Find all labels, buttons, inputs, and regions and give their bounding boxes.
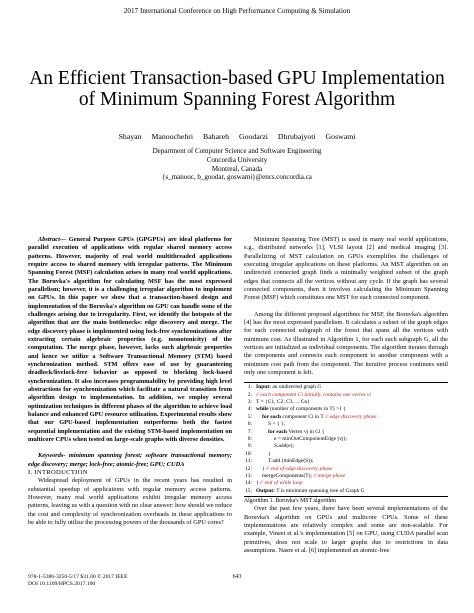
algorithm-line-code	[256, 488, 365, 495]
algorithm-line	[244, 414, 448, 421]
title-line-2: of Minimum Spanning Forest Algorithm	[78, 89, 396, 110]
algorithm-comment: // end of while loop	[258, 480, 303, 487]
right-paragraph-3: Over the past few years, there have been several implementations of the Boruvka's algorithm on GPUs and multicore CPUs. Some of these implementations are relatively complex and some are non-scalable. For example, Vineet et al.'s implementation [5] on GPU, using CUDA parallel scan primitives, does not scale to larger graphs due to restrictions in data assumptions. Nasre et al. [6] implemented an atomic-free	[244, 505, 448, 555]
algorithm-statement: component Ci in T	[281, 413, 324, 420]
affiliation-university: Concordia University	[206, 155, 268, 164]
algorithm-line	[244, 384, 448, 391]
algorithm-line-number: 10:	[244, 450, 252, 457]
intro-paragraph: Widespread deployment of GPUs in the recent years has resulted in substantial speedup of applications with regular memory access patterns. However, many real world applications exhibit irregular memory access patterns, leaving us with a question with no clear answer: how should we reduce the cost and complexity of synchronization overheads in these applications to be able to fully utilize the processing powers of the thousands of GPU cores?	[28, 477, 233, 526]
algorithm-keyword: Output:	[256, 487, 275, 494]
keywords-text: minimum spanning forest; software transactional memory; edge discovery; merge; lock-free; atomic-free; GPU; CUDA	[28, 452, 232, 468]
algorithm-line-code	[262, 466, 332, 473]
algorithm-line-number: 4:	[247, 406, 252, 413]
algorithm-line-number: 3:	[247, 399, 252, 406]
algorithm-statement: T is minimum spanning tree of Graph G	[274, 487, 365, 494]
abstract: Abstract— General Purpose GPUs (GPGPUs) are ideal platforms for parallel execution of applications with regular shared memory access patterns. However, majority of real world multithreaded applications require access to shared memory with irregular patterns. The Minimum Spanning Forest (MSF) calculation arises in many real world applications. The Boruvka's algorithm for calculating MSF has the most expressed parallelism; however, it is a challenging irregular algorithm to implement on GPUs. In this paper we show that a transaction-based design and implementation of the Boruvka's algorithm on GPU can handle some of the challenges arising due to irregularity. First, we identify the hotspots of the algorithm that are the main bottlenecks: edge discovery and merge. The edge discovery phase is implemented using lock-free synchronizations after extracting certain algebraic properties (e.g. monotonicity) of the computation. The merge phase, however, lacks such algebraic properties and hence we utilize a Software Transactional Memory (STM) based synchronization method. STM offers ease of use by guaranteeing deadlock/livelock-free behavior as opposed to blocking lock-based synchronization. It also increases programmability by providing high level abstractions for synchronization which facilitate a natural transition from algorithm design to implementation. In addition, we employ several optimization techniques in different phases of the algorithm to achieve load balance and enhanced GPU resource utilization. Experimental results show that our GPU-based implementation outperforms both the fastest sequential implementation and the existing STM-based implementation on multicore CPUs when tested on large-scale graphs with diverse densities.	[28, 236, 232, 443]
algorithm-line	[244, 421, 448, 428]
algorithm-line-code	[268, 429, 325, 436]
author-3: Dhrubajyoti Goswami	[277, 132, 356, 141]
algorithm-line-number: 14:	[244, 480, 252, 487]
algorithm-line	[244, 443, 448, 450]
algorithm-statement: (number of components in T) >1 {	[268, 406, 346, 413]
algorithm-line	[244, 392, 448, 399]
right-column	[244, 236, 448, 555]
algorithm-line-code	[268, 458, 313, 465]
algorithm-line-number: 9:	[247, 443, 252, 450]
algorithm-keyword: for each	[268, 428, 287, 435]
algorithm-line	[244, 429, 448, 436]
algorithm-line	[244, 406, 448, 413]
algorithm-comment: // edge discovery phase	[323, 413, 377, 420]
algorithm-line-number: 13:	[244, 472, 252, 479]
algorithm-keyword: while	[256, 406, 269, 413]
algorithm-comment: // each component Ci initially contains one vertex vi	[256, 391, 371, 398]
algorithm-line	[244, 458, 448, 465]
keywords-label: Keywords-	[38, 452, 66, 460]
footer-doi: DOI 10.1109/HPCS.2017.100	[28, 581, 96, 587]
algorithm-comment: // end of edge discovery phase	[264, 465, 333, 472]
algorithm-line-number: 5:	[247, 413, 252, 420]
algorithm-keyword: Input:	[256, 384, 271, 391]
algorithm-statement: e = minOutComponentEdge (vj);	[274, 435, 347, 442]
algorithm-line-number: 7:	[247, 428, 252, 435]
affiliation-email[interactable]: {s_manooc, b_goodar, goswami}@encs.concordia.ca	[162, 173, 312, 182]
algorithm-box	[244, 382, 448, 497]
algorithm-statement: mergeComponents(T);	[262, 472, 312, 479]
algorithm-line-number: 11:	[245, 458, 252, 465]
author-2: Bahareh Goodarzi	[203, 132, 268, 141]
right-paragraph-2: Among the different proposed algorithms for MSF, the Boruvka's algorithm [4] has the most expressed parallelism. It calculates a subset of the graph edges for each connected subgraph of the forest that spans all the vertices with minimum cost. As illustrated in Algorithm 1, for each such subgraph G, all the vertices are initialized as individual components. The algorithm iterates through the components and connects each component to another component with a minimum cost path from the component. The iterative process continues until only one component is left.	[244, 310, 448, 376]
author-list	[0, 132, 474, 142]
algorithm-line-number: 15:	[244, 487, 252, 494]
author-1: Shayan Manoochehri	[118, 132, 194, 141]
algorithm-line	[244, 480, 448, 487]
algorithm-line-number: 2:	[247, 391, 252, 398]
algorithm-line-number: 1:	[247, 384, 252, 391]
algorithm-keyword: for each	[262, 413, 281, 420]
algorithm-statement: }	[262, 465, 265, 472]
algorithm-line-code	[256, 480, 303, 487]
affiliation	[0, 147, 474, 182]
algorithm-line-code	[274, 443, 294, 450]
algorithm-line-code	[256, 392, 371, 399]
right-paragraph-1: Minimum Spanning Tree (MST) is used in many real world applications, e.g., distributed networks [1], VLSI layout [2] and medical imaging [3]. Parallelizing of MST calculation on GPUs exemplifies the challenges of executing irregular applications on these platforms. An MST algorithm on an undirected connected graph finds a minimally weighted subset of the graph edges that connects all the vertices without any cycle. If the graph has several connected components, then it involves calculating the Minimum Spanning Forest (MSF) which constitutes one MST for each connected component.	[244, 236, 448, 302]
conference-header: 2017 International Conference on High Performance Computing & Simulation	[123, 7, 351, 15]
algorithm-line-number: 8:	[247, 435, 252, 442]
section-heading-introduction: I. INTRODUCTION	[28, 468, 88, 476]
algorithm-line-code	[256, 406, 346, 413]
algorithm-statement: S.add(e);	[274, 443, 295, 450]
algorithm-line-code	[262, 414, 377, 421]
algorithm-comment: // merge phase	[312, 472, 346, 479]
algorithm-statement: T.add (minEdge(S));	[268, 458, 314, 465]
algorithm-line	[244, 466, 448, 473]
algorithm-statement: }	[268, 450, 271, 457]
algorithm-statement: Vertex vj in Ci {	[287, 428, 325, 435]
affiliation-city: Montreal, Canada	[211, 164, 263, 173]
paper-title	[0, 68, 474, 110]
footer-isbn: 978-1-5386-3250-5/17 $31.00 © 2017 IEEE	[28, 574, 128, 580]
algorithm-line-code	[256, 384, 321, 391]
algorithm-line-code	[268, 421, 285, 428]
algorithm-line-number: 6:	[247, 421, 252, 428]
left-column	[28, 236, 232, 527]
algorithm-statement: T = {C1, C2, C3, ... Cn}	[256, 399, 310, 406]
algorithm-statement: an undirected graph G	[270, 384, 322, 391]
algorithm-statement: }	[256, 480, 259, 487]
algorithm-line	[244, 488, 448, 495]
algorithm-caption: Algorithm 1. Boruvka's MST algorithm	[244, 498, 336, 505]
affiliation-dept: Department of Computer Science and Software Engineering	[152, 147, 322, 155]
page-number: 643	[232, 574, 242, 580]
keywords	[28, 452, 232, 469]
algorithm-lines	[244, 383, 448, 496]
title-line-1: An Efficient Transaction-based GPU Implementation	[29, 68, 445, 89]
abstract-text: General Purpose GPUs (GPGPUs) are ideal platforms for parallel execution of applications with regular shared memory access patterns. However, majority of real world multithreaded applications require access to shared memory with irregular patterns. The Minimum Spanning Forest (MSF) calculation arises in many real world applications. The Boruvka's algorithm for calculating MSF has the most expressed parallelism; however, it is a challenging irregular algorithm to implement on GPUs. In this paper we show that a transaction-based design and implementation of the Boruvka's algorithm on GPU can handle some of the challenges arising due to irregularity. First, we identify the hotspots of the algorithm that are the main bottlenecks: edge discovery and merge. The edge discovery phase is implemented using lock-free synchronizations after extracting certain algebraic properties (e.g. monotonicity) of the computation. The merge phase, however, lacks such algebraic properties and hence we utilize a Software Transactional Memory (STM) based synchronization method. STM offers ease of use by guaranteeing deadlock/livelock-free behavior as opposed to blocking lock-based synchronization. It also increases programmability by providing high level abstractions for synchronization which facilitate a natural transition from algorithm design to implementation. In addition, we employ several optimization techniques in different phases of the algorithm to achieve load balance and enhanced GPU resource utilization. Experimental results show that our GPU-based implementation outperforms both the fastest sequential implementation and the existing STM-based implementation on multicore CPUs when tested on large-scale graphs with diverse densities.	[28, 236, 232, 443]
abstract-label: Abstract	[38, 236, 60, 243]
algorithm-statement: S = { };	[268, 421, 286, 428]
algorithm-line-number: 12:	[244, 465, 252, 472]
